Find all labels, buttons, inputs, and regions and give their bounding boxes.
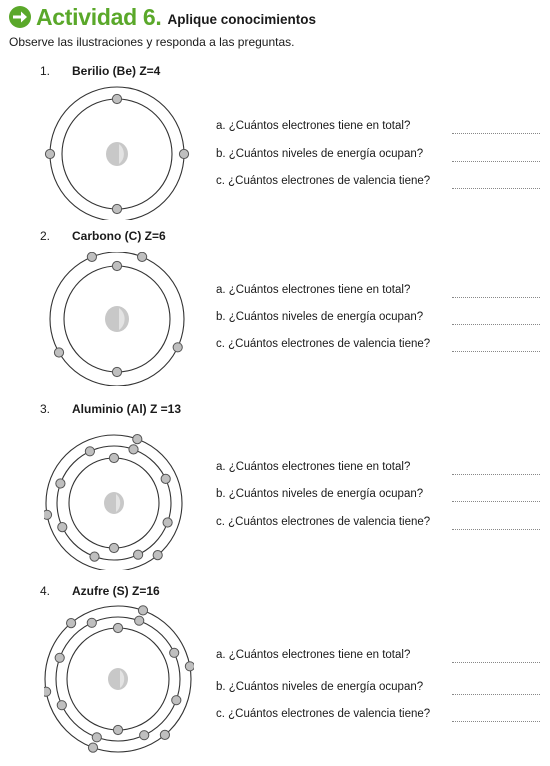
answer-blank[interactable]: [452, 501, 540, 502]
item-number: 1.: [40, 64, 51, 78]
electron: [45, 149, 54, 158]
activity-subtitle: Aplique conocimientos: [167, 11, 317, 27]
electron: [90, 552, 99, 561]
electron: [56, 479, 65, 488]
activity-header: [8, 3, 316, 31]
question-valence-electrons: c. ¿Cuántos electrones de valencia tiene?: [216, 338, 431, 350]
answer-blank[interactable]: [452, 694, 540, 695]
question-energy-levels: b. ¿Cuántos niveles de energía ocupan?: [216, 681, 424, 693]
item-element: Berilio (Be) Z=4: [72, 64, 161, 78]
item-title: [40, 64, 160, 78]
electron: [55, 653, 64, 662]
answer-blank[interactable]: [452, 324, 540, 325]
answer-blank[interactable]: [452, 529, 540, 530]
question-valence-electrons: c. ¿Cuántos electrones de valencia tiene?: [216, 708, 431, 720]
electron: [170, 648, 179, 657]
electron: [173, 343, 182, 352]
answer-blank[interactable]: [452, 161, 540, 162]
electron: [92, 733, 101, 742]
electron: [133, 435, 142, 444]
electron: [185, 662, 194, 671]
electron: [113, 623, 122, 632]
question-energy-levels: b. ¿Cuántos niveles de energía ocupan?: [216, 488, 424, 500]
electron: [129, 445, 138, 454]
electron: [57, 701, 66, 710]
item-title: [40, 402, 181, 416]
electron: [88, 743, 97, 752]
item-element: Aluminio (Al) Z =13: [72, 402, 182, 416]
answer-blank[interactable]: [452, 662, 540, 663]
electron: [113, 725, 122, 734]
question-valence-electrons: c. ¿Cuántos electrones de valencia tiene?: [216, 175, 431, 187]
item-element: Azufre (S) Z=16: [72, 584, 160, 598]
electron: [140, 731, 149, 740]
atom-diagram-beryllium: [44, 86, 194, 220]
electron: [67, 619, 76, 628]
question-total-electrons: a. ¿Cuántos electrones tiene en total?: [216, 649, 411, 661]
question-energy-levels: b. ¿Cuántos niveles de energía ocupan?: [216, 311, 424, 323]
electron: [160, 730, 169, 739]
electron: [134, 550, 143, 559]
answer-blank[interactable]: [452, 474, 540, 475]
electron: [112, 204, 121, 213]
electron: [58, 523, 67, 532]
electron: [54, 348, 63, 357]
electron: [163, 518, 172, 527]
question-total-electrons: a. ¿Cuántos electrones tiene en total?: [216, 120, 411, 132]
electron: [153, 551, 162, 560]
electron: [112, 367, 121, 376]
electron: [161, 474, 170, 483]
answer-blank[interactable]: [452, 188, 540, 189]
answer-blank[interactable]: [452, 351, 540, 352]
electron: [109, 543, 118, 552]
electron: [44, 510, 52, 519]
question-energy-levels: b. ¿Cuántos niveles de energía ocupan?: [216, 148, 424, 160]
activity-title: Actividad 6.: [36, 3, 162, 30]
item-title: [40, 229, 166, 243]
electron: [179, 149, 188, 158]
item-element: Carbono (C) Z=6: [72, 229, 166, 243]
question-total-electrons: a. ¿Cuántos electrones tiene en total?: [216, 461, 411, 473]
answer-blank[interactable]: [452, 721, 540, 722]
electron: [138, 252, 147, 261]
atom-diagram-carbon: [44, 252, 194, 386]
atom-diagram-sulfur: [44, 602, 194, 758]
item-number: 3.: [40, 402, 51, 416]
arrow-right-icon: [8, 5, 32, 29]
electron: [112, 94, 121, 103]
electron: [87, 252, 96, 261]
electron: [87, 618, 96, 627]
electron: [85, 447, 94, 456]
nucleus: [105, 306, 129, 332]
nucleus: [106, 142, 128, 166]
answer-blank[interactable]: [452, 297, 540, 298]
nucleus: [108, 668, 128, 690]
electron: [44, 687, 51, 696]
electron: [109, 453, 118, 462]
question-total-electrons: a. ¿Cuántos electrones tiene en total?: [216, 284, 411, 296]
electron: [112, 261, 121, 270]
electron: [138, 606, 147, 615]
answer-blank[interactable]: [452, 133, 540, 134]
instructions-text: Observe las ilustraciones y responda a las preguntas.: [9, 35, 295, 49]
item-number: 2.: [40, 229, 51, 243]
electron: [135, 616, 144, 625]
atom-diagram-aluminium: [44, 426, 194, 570]
question-valence-electrons: c. ¿Cuántos electrones de valencia tiene?: [216, 516, 431, 528]
nucleus: [104, 492, 124, 514]
item-title: [40, 584, 160, 598]
electron: [172, 696, 181, 705]
item-number: 4.: [40, 584, 51, 598]
